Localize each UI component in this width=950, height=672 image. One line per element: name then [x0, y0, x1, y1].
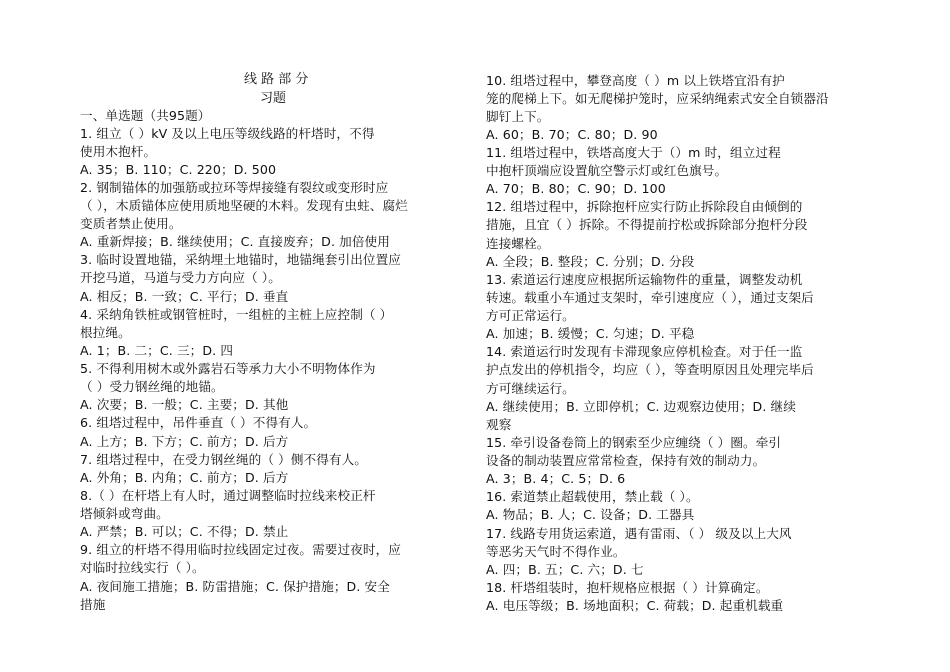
- document-subtitle: 习题: [260, 91, 287, 106]
- text-line: A. 重新焊接；B. 继续使用；C. 直接废弃；D. 加倍使用: [80, 234, 390, 250]
- text-line: 3. 临时设置地锚，采纳埋土地锚时，地锚绳套引出位置应: [80, 252, 401, 268]
- text-line: 6. 组塔过程中，吊件垂直（ ）不得有人。: [80, 415, 317, 431]
- text-line: 转速。载重小车通过支架时，牵引速度应（ ），通过支架后: [486, 289, 814, 305]
- text-line: （ ）受力钢丝绳的地锚。: [80, 379, 224, 395]
- text-line: 观察: [486, 416, 512, 432]
- text-line: 措施: [80, 596, 106, 612]
- text-line: 开挖马道，马道与受力方向应（ ）。: [80, 270, 281, 286]
- text-line: 设备的制动装置应常常检查，保持有效的制动力。: [486, 453, 766, 469]
- text-line: A. 继续使用；B. 立即停机；C. 边观察边使用；D. 继续: [486, 398, 796, 414]
- text-line: 护点发出的停机指令，均应（ ），等查明原因且处理完毕后: [486, 362, 814, 378]
- section-heading: 一、单选题（共95题）: [80, 108, 211, 123]
- text-line: 塔倾斜或弯曲。: [80, 506, 169, 522]
- text-line: 等恶劣天气时不得作业。: [486, 543, 626, 559]
- text-line: A. 上方；B. 下方；C. 前方；D. 后方: [80, 433, 289, 449]
- text-line: A. 四；B. 五；C. 六；D. 七: [486, 561, 644, 577]
- text-line: 5. 不得利用树木或外露岩石等承力大小不明物体作为: [80, 361, 376, 377]
- text-line: 10. 组塔过程中，攀登高度（ ）m 以上铁塔宜沿有护: [486, 72, 785, 88]
- text-line: 15. 牵引设备卷筒上的钢索至少应缠绕（ ）圈。牵引: [486, 434, 782, 450]
- text-line: 8.（ ）在杆塔上有人时，通过调整临时拉线来校正杆: [80, 487, 376, 503]
- text-line: 笼的爬梯上下。如无爬梯护笼时，应采纳绳索式安全自锁器沿: [486, 90, 829, 106]
- text-line: A. 外角；B. 内角；C. 前方；D. 后方: [80, 469, 289, 485]
- document-title: 线 路 部 分: [244, 72, 309, 87]
- text-line: A. 3；B. 4；C. 5；D. 6: [486, 471, 626, 487]
- text-line: 18. 杆塔组装时，抱杆规格应根据（ ）计算确定。: [486, 579, 769, 595]
- text-line: 中抱杆顶端应设置航空警示灯或红色旗号。: [486, 163, 728, 179]
- text-line: A. 相反；B. 一致；C. 平行；D. 垂直: [80, 288, 289, 304]
- text-line: 11. 组塔过程中，铁塔高度大于（）m 时，组立过程: [486, 144, 781, 160]
- text-line: A. 1；B. 二；C. 三；D. 四: [80, 342, 234, 358]
- text-line: （ ），木质锚体应使用质地坚硬的木料。发现有虫蛀、腐烂: [80, 197, 408, 213]
- text-line: A. 70；B. 80；C. 90；D. 100: [486, 181, 666, 197]
- text-line: 变质者禁止使用。: [80, 216, 182, 232]
- text-line: 12. 组塔过程中，拆除抱杆应实行防止拆除段自由倾倒的: [486, 199, 803, 215]
- text-line: A. 加速；B. 缓慢；C. 匀速；D. 平稳: [486, 326, 695, 342]
- text-line: 使用木抱杆。: [80, 143, 157, 159]
- text-line: 2. 钢制锚体的加强筋或拉环等焊接缝有裂纹或变形时应: [80, 179, 389, 195]
- text-line: 方可正常运行。: [486, 308, 575, 324]
- text-line: A. 全段；B. 整段；C. 分别；D. 分段: [486, 253, 695, 269]
- text-line: 16. 索道禁止超载使用，禁止载（ ）。: [486, 489, 699, 505]
- text-line: 4. 采纳角铁桩或钢管桩时，一组桩的主桩上应控制（ ）: [80, 306, 393, 322]
- text-line: 根拉绳。: [80, 324, 131, 340]
- text-line: 脚钉上下。: [486, 108, 550, 124]
- text-line: 措施，且宜（ ）拆除。不得提前拧松或拆除部分抱杆分段: [486, 217, 808, 233]
- text-line: A. 物品；B. 人；C. 设备；D. 工器具: [486, 507, 695, 523]
- text-line: 17. 线路专用货运索道，遇有雷雨、（ ） 级及以上大风: [486, 525, 792, 541]
- text-line: 连接螺栓。: [486, 235, 550, 251]
- text-line: A. 电压等级；B. 场地面积；C. 荷载；D. 起重机载重: [486, 597, 784, 613]
- text-line: 9. 组立的杆塔不得用临时拉线固定过夜。需要过夜时，应: [80, 542, 401, 558]
- text-line: 方可继续运行。: [486, 380, 575, 396]
- text-line: A. 次要；B. 一般；C. 主要；D. 其他: [80, 397, 289, 413]
- text-line: 7. 组塔过程中，在受力钢丝绳的（ ）侧不得有人。: [80, 451, 367, 467]
- text-line: 14. 索道运行时发现有卡滞现象应停机检查。对于任一监: [486, 344, 803, 360]
- text-line: 对临时拉线实行（ ）。: [80, 560, 205, 576]
- text-line: 13. 索道运行速度应根据所运输物件的重量，调整发动机: [486, 271, 803, 287]
- text-line: A. 严禁；B. 可以；C. 不得；D. 禁止: [80, 524, 289, 540]
- text-line: A. 35；B. 110；C. 220；D. 500: [80, 161, 277, 177]
- text-line: 1. 组立（ ）kV 及以上电压等级线路的杆塔时，不得: [80, 125, 375, 141]
- text-line: A. 夜间施工措施；B. 防雷措施；C. 保护措施；D. 安全: [80, 578, 390, 594]
- text-line: A. 60；B. 70；C. 80；D. 90: [486, 126, 658, 142]
